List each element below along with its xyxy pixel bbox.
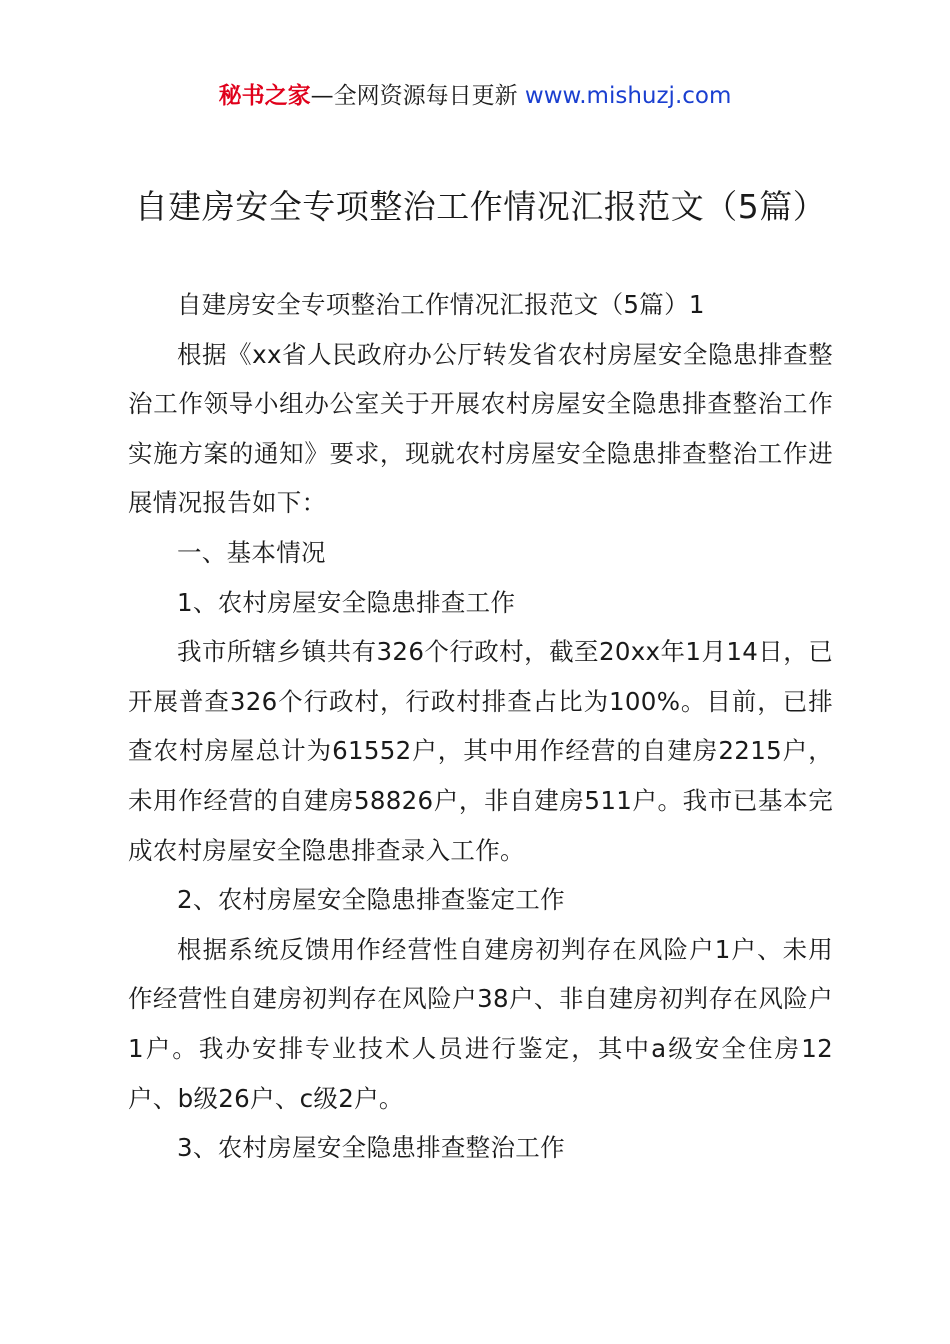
brand-name: 秘书之家 [218, 83, 311, 109]
site-url-link[interactable]: www.mishuzj.com [524, 83, 732, 109]
document-body [128, 280, 833, 1173]
paragraph-survey: 我市所辖乡镇共有326个行政村，截至20xx年1月14日，已开展普查326个行政村，行政村排查占比为100%。目前，已排查农村房屋总计为61552户，其中用作经营的自建房2215户，未用作经营的自建房58826户，非自建房511户。我市已基本完成农村房屋安全隐患排查录入工作。 [128, 637, 833, 865]
page-header [0, 80, 950, 112]
section-heading-basic: 一、基本情况 [177, 537, 326, 567]
subsection-heading-appraisal: 2、农村房屋安全隐患排查鉴定工作 [177, 885, 565, 915]
subsection-heading-survey: 1、农村房屋安全隐患排查工作 [177, 587, 516, 617]
subsection-heading-rectification: 3、农村房屋安全隐患排查整治工作 [177, 1133, 565, 1163]
paragraph-appraisal: 根据系统反馈用作经营性自建房初判存在风险户1户、未用作经营性自建房初判存在风险户38户、非自建房初判存在风险户1户。我办安排专业技术人员进行鉴定，其中a级安全住房12户、b级26户、c级2户。 [128, 934, 833, 1113]
paragraph-subtitle: 自建房安全专项整治工作情况汇报范文（5篇）1 [177, 290, 705, 319]
header-tagline: —全网资源每日更新 [310, 83, 525, 109]
document-title: 自建房安全专项整治工作情况汇报范文（5篇） [134, 187, 827, 226]
paragraph-intro: 根据《xx省人民政府办公厅转发省农村房屋安全隐患排查整治工作领导小组办公室关于开展农村房屋安全隐患排查整治工作实施方案的通知》要求，现就农村房屋安全隐患排查整治工作进展情况报告如下： [128, 339, 833, 518]
